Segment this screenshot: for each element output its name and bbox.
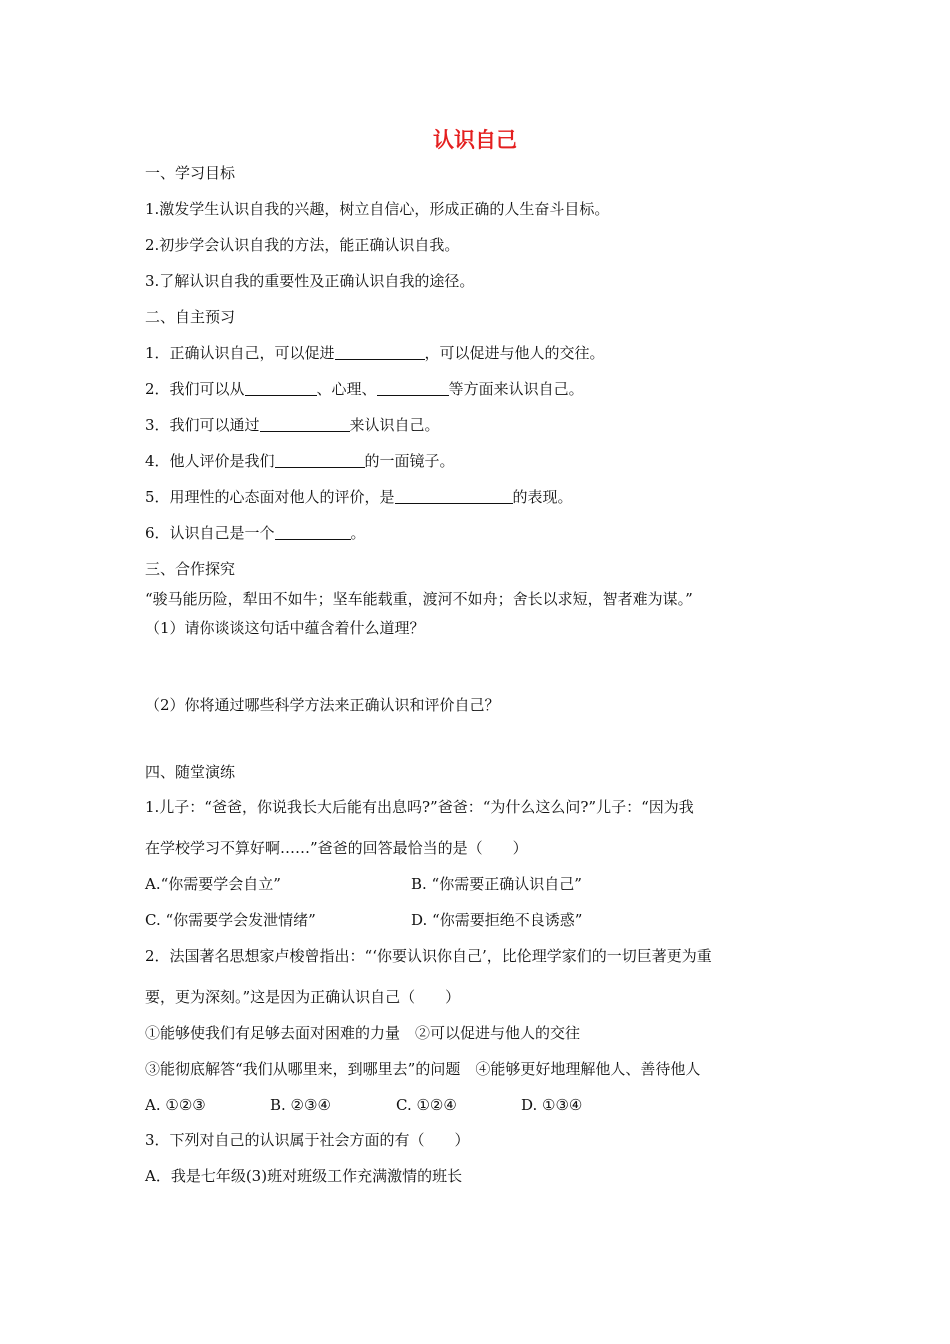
goal-item: 1.激发学生认识自我的兴趣，树立自信心，形成正确的人生奋斗目标。 <box>145 200 610 218</box>
page-title: 认识自己 <box>433 128 517 152</box>
question-text: 等方面来认识自己。 <box>448 380 584 398</box>
fill-blank[interactable] <box>245 380 317 396</box>
question-text: 1．正确认识自己，可以促进 <box>145 344 335 362</box>
option-b[interactable]: B. ②③④ <box>270 1096 331 1114</box>
option-d[interactable]: D. “你需要拒绝不良诱惑” <box>411 911 583 929</box>
question-text: 2．我们可以从 <box>145 380 245 398</box>
fill-question-5 <box>145 487 573 507</box>
mc-question-2-line: 2．法国著名思想家卢梭曾指出：“‘你要认识你自己’，比伦理学家们的一切巨著更为重 <box>145 947 712 965</box>
fill-blank[interactable] <box>377 380 449 396</box>
section-heading-preview: 二、自主预习 <box>145 308 236 326</box>
mc-question-2-line: 要，更为深刻。”这是因为正确认识自己（ ） <box>145 988 461 1006</box>
fill-blank[interactable] <box>335 344 425 360</box>
option-a[interactable]: A．我是七年级(3)班对班级工作充满激情的班长 <box>145 1167 463 1185</box>
mc-question-1-line: 在学校学习不算好啊……”爸爸的回答最恰当的是（ ） <box>145 839 528 857</box>
fill-blank[interactable] <box>260 416 350 432</box>
option-a[interactable]: A.“你需要学会自立” <box>145 875 281 893</box>
option-c[interactable]: C. ①②④ <box>396 1096 457 1114</box>
question-text: 来认识自己。 <box>349 416 440 434</box>
mc-question-3-line: 3．下列对自己的认识属于社会方面的有（ ） <box>145 1131 470 1149</box>
fill-question-2 <box>145 379 584 399</box>
question-text: 。 <box>350 524 366 542</box>
question-text: 的表现。 <box>512 488 573 506</box>
mc-question-1-line: 1.儿子：“爸爸，你说我长大后能有出息吗?”爸爸：“为什么这么问?”儿子：“因为我 <box>145 798 694 816</box>
explore-question-1: （1）请你谈谈这句话中蕴含着什么道理？ <box>145 619 425 637</box>
question-text: ，可以促进与他人的交往。 <box>424 344 605 362</box>
explore-question-2: （2）你将通过哪些科学方法来正确认识和评价自己？ <box>145 696 500 714</box>
question-text: 、心理、 <box>316 380 377 398</box>
fill-blank[interactable] <box>275 452 365 468</box>
goal-item: 3.了解认识自我的重要性及正确认识自我的途径。 <box>145 272 475 290</box>
fill-question-4 <box>145 451 455 471</box>
option-d[interactable]: D. ①③④ <box>521 1096 583 1114</box>
section-heading-explore: 三、合作探究 <box>145 560 236 578</box>
fill-blank[interactable] <box>395 488 513 504</box>
fill-question-6 <box>145 523 366 543</box>
option-c[interactable]: C. “你需要学会发泄情绪” <box>145 911 316 929</box>
option-a[interactable]: A. ①②③ <box>145 1096 206 1114</box>
fill-question-1 <box>145 343 605 363</box>
statement-line: ③能彻底解答“我们从哪里来，到哪里去”的问题 ④能够更好地理解他人、善待他人 <box>145 1060 701 1078</box>
fill-question-3 <box>145 415 440 435</box>
question-text: 的一面镜子。 <box>364 452 455 470</box>
quote-text: “骏马能历险，犁田不如牛；坚车能载重，渡河不如舟；舍长以求短，智者难为谋。” <box>145 590 693 608</box>
question-text: 6．认识自己是一个 <box>145 524 275 542</box>
section-heading-goals: 一、学习目标 <box>145 164 236 182</box>
question-text: 5．用理性的心态面对他人的评价，是 <box>145 488 395 506</box>
section-heading-practice: 四、随堂演练 <box>145 763 236 781</box>
option-b[interactable]: B. “你需要正确认识自己” <box>411 875 582 893</box>
question-text: 4．他人评价是我们 <box>145 452 275 470</box>
fill-blank[interactable] <box>275 524 351 540</box>
goal-item: 2.初步学会认识自我的方法，能正确认识自我。 <box>145 236 460 254</box>
question-text: 3．我们可以通过 <box>145 416 260 434</box>
statement-line: ①能够使我们有足够去面对困难的力量 ②可以促进与他人的交往 <box>145 1024 581 1042</box>
